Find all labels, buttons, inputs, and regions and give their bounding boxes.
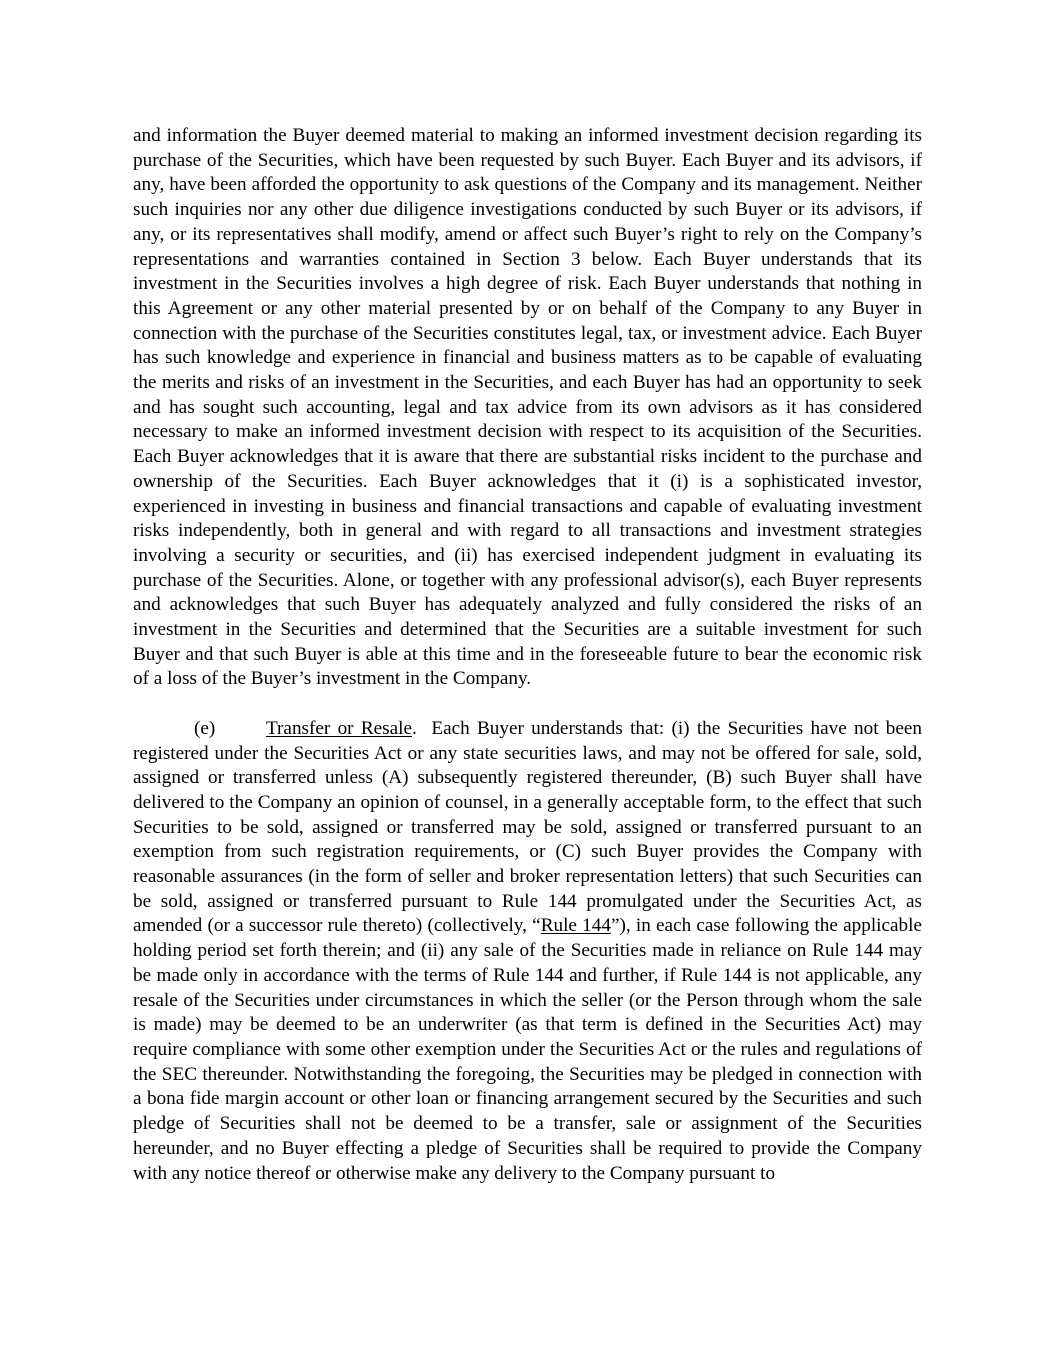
section-e-paragraph	[133, 717, 922, 1186]
section-e-text-part-1: Each Buyer understands that: (i) the Securities have not been registered under the Securities Act or any state securities laws, and may not be offered for sale, sold, assigned or transferred unless (A) subsequently registered thereunder, (B) such Buyer shall have delivered to the Company an opinion of counsel, in a generally acceptable form, to the effect that such Securities to be sold, assigned or transferred may be sold, assigned or transferred pursuant to an exemption from such registration requirements, or (C) such Buyer provides the Company with reasonable assurances (in the form of seller and broker representation letters) that such Securities can be sold, assigned or transferred pursuant to Rule 144 promulgated under the Securities Act, as amended (or a successor rule thereto) (collectively, “	[133, 717, 923, 937]
defined-term-rule-144: Rule 144	[540, 915, 611, 937]
section-e-text-part-2: ”), in each case following the applicable holding period set forth therein; and (ii) any sale of the Securities made in reliance on Rule 144 may be made only in accordance with the terms of Rule 144 and further, if Rule 144 is not applicable, any resale of the Securities under circumstances in which the seller (or the Person through whom the sale is made) may be deemed to be an underwriter (as that term is defined in the Securities Act) may require compliance with some other exemption under the Securities Act or the rules and regulations of the SEC thereunder. Notwithstanding the foregoing, the Securities may be pledged in connection with a bona fide margin account or other loan or financing arrangement secured by the Securities and such pledge of Securities shall not be deemed to be a transfer, sale or assignment of the Securities hereunder, and no Buyer effecting a pledge of Securities shall be required to provide the Company with any notice thereof or otherwise make any delivery to the Company pursuant to	[133, 915, 922, 1184]
section-e-heading: Transfer or Resale	[266, 717, 412, 739]
section-e-label: (e)	[194, 717, 216, 739]
section-e-heading-suffix: .	[412, 717, 417, 739]
paragraph-continued: and information the Buyer deemed material to making an informed investment decision regarding its purchase of the Securities, which have been requested by such Buyer. Each Buyer and its advisors, if any, have been afforded the opportunity to ask questions of the Company and its management. Neither such inquiries nor any other due diligence investigations conducted by such Buyer or its advisors, if any, or its representatives shall modify, amend or affect such Buyer’s right to rely on the Company’s representations and warranties contained in Section 3 below. Each Buyer understands that its investment in the Securities involves a high degree of risk. Each Buyer understands that nothing in this Agreement or any other material presented by or on behalf of the Company to any Buyer in connection with the purchase of the Securities constitutes legal, tax, or investment advice. Each Buyer has such knowledge and experience in financial and business matters as to be capable of evaluating the merits and risks of an investment in the Securities, and each Buyer has had an opportunity to seek and has sought such accounting, legal and tax advice from its own advisors as it has considered necessary to make an informed investment decision with respect to its acquisition of the Securities. Each Buyer acknowledges that it is aware that there are substantial risks incident to the purchase and ownership of the Securities. Each Buyer acknowledges that it (i) is a sophisticated investor, experienced in investing in business and financial transactions and capable of evaluating investment risks independently, both in general and with regard to all transactions and investment strategies involving a security or securities, and (ii) has exercised independent judgment in evaluating its purchase of the Securities. Alone, or together with any professional advisor(s), each Buyer represents and acknowledges that such Buyer has adequately analyzed and fully considered the risks of an investment in the Securities and determined that the Securities are a suitable investment for such Buyer and that such Buyer is able at this time and in the foreseeable future to bear the economic risk of a loss of the Buyer’s investment in the Company.	[133, 125, 922, 690]
document-page	[133, 124, 922, 1186]
